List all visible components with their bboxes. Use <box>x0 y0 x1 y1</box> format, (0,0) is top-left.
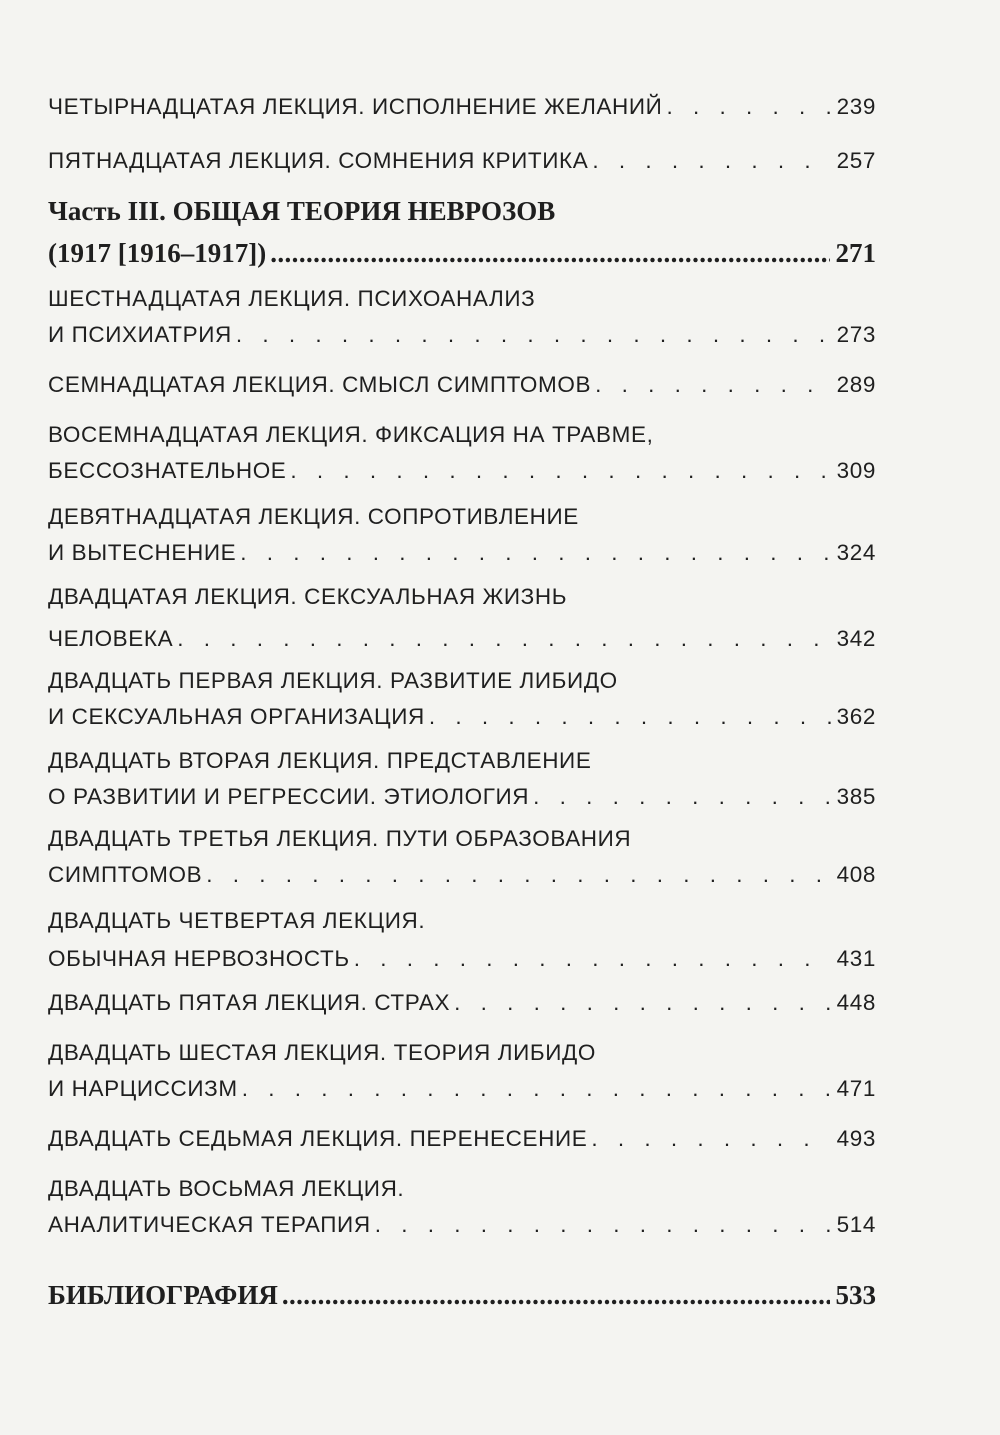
toc-entry-title: ЧЕТЫРНАДЦАТАЯ ЛЕКЦИЯ. ИСПОЛНЕНИЕ ЖЕЛАНИЙ <box>48 94 663 119</box>
toc-entry <box>48 1168 876 1246</box>
toc-entry-title-cont: И ПСИХИАТРИЯ <box>48 322 232 347</box>
leader-dots <box>290 450 830 492</box>
toc-entry <box>48 496 876 574</box>
leader-dots <box>454 982 831 1024</box>
toc-entry-title: ДВАДЦАТЬ ПЯТАЯ ЛЕКЦИЯ. СТРАХ <box>48 990 451 1015</box>
toc-page-number: 362 <box>836 704 876 729</box>
toc-entry <box>48 740 876 818</box>
leader-dots <box>533 776 831 818</box>
leader-dots <box>591 1118 830 1160</box>
toc-page-number: 408 <box>836 862 876 887</box>
toc-entry-title-cont: О РАЗВИТИИ И РЕГРЕССИИ. ЭТИОЛОГИЯ <box>48 784 530 809</box>
toc-entry <box>48 1118 876 1160</box>
leader-dots <box>595 364 831 406</box>
leader-dots <box>240 532 830 574</box>
leader-dots <box>206 854 830 896</box>
toc-entry-title: БИБЛИОГРАФИЯ <box>48 1280 278 1310</box>
toc-entry <box>48 818 876 896</box>
leader-dots <box>282 1274 830 1316</box>
toc-page-number: 289 <box>836 372 876 397</box>
toc-page-number: 271 <box>835 238 876 268</box>
toc-entry-title: ДВАДЦАТЬ ВОСЬМАЯ ЛЕКЦИЯ. <box>48 1176 405 1201</box>
toc-entry <box>48 86 876 128</box>
toc-page-number: 309 <box>836 458 876 483</box>
toc-entry-title: ДВАДЦАТЬ ТРЕТЬЯ ЛЕКЦИЯ. ПУТИ ОБРАЗОВАНИЯ <box>48 826 632 851</box>
toc-page-number: 448 <box>836 990 876 1015</box>
toc-page-number: 493 <box>836 1126 876 1151</box>
toc-entry <box>48 1032 876 1110</box>
toc-entry-title: ДВАДЦАТЬ СЕДЬМАЯ ЛЕКЦИЯ. ПЕРЕНЕСЕНИЕ <box>48 1126 588 1151</box>
toc-page-number: 273 <box>836 322 876 347</box>
toc-entry-title-cont: (1917 [1916–1917]) <box>48 238 267 268</box>
table-of-contents <box>48 80 876 1316</box>
toc-page-number: 514 <box>836 1212 876 1237</box>
toc-entry-title: ДВАДЦАТЬ ВТОРАЯ ЛЕКЦИЯ. ПРЕДСТАВЛЕНИЕ <box>48 748 592 773</box>
toc-part-heading <box>48 190 876 274</box>
toc-entry <box>48 576 876 660</box>
toc-entry-title: Часть III. ОБЩАЯ ТЕОРИЯ НЕВРОЗОВ <box>48 196 556 226</box>
toc-entry <box>48 140 876 182</box>
toc-page-number: 385 <box>836 784 876 809</box>
toc-entry-title-cont: АНАЛИТИЧЕСКАЯ ТЕРАПИЯ <box>48 1212 371 1237</box>
toc-page-number: 431 <box>836 946 876 971</box>
toc-entry <box>48 982 876 1024</box>
toc-page-number: 239 <box>836 94 876 119</box>
toc-entry <box>48 414 876 492</box>
toc-entry <box>48 660 876 738</box>
toc-entry-title: ДВАДЦАТЬ ЧЕТВЕРТАЯ ЛЕКЦИЯ. <box>48 908 426 933</box>
toc-page-number: 257 <box>836 148 876 173</box>
toc-bibliography-heading <box>48 1274 876 1316</box>
toc-page-number: 342 <box>836 626 876 651</box>
leader-dots <box>242 1068 831 1110</box>
toc-page-number: 533 <box>835 1280 876 1310</box>
toc-entry-title: ДВАДЦАТЬ ШЕСТАЯ ЛЕКЦИЯ. ТЕОРИЯ ЛИБИДО <box>48 1040 596 1065</box>
leader-dots <box>354 938 831 980</box>
toc-entry <box>48 278 876 356</box>
toc-entry-title-cont: И НАРЦИССИЗМ <box>48 1076 238 1101</box>
toc-page-number: 471 <box>836 1076 876 1101</box>
toc-entry-title-cont: И ВЫТЕСНЕНИЕ <box>48 540 237 565</box>
toc-page-number: 324 <box>836 540 876 565</box>
toc-entry-title: ДВАДЦАТАЯ ЛЕКЦИЯ. СЕКСУАЛЬНАЯ ЖИЗНЬ <box>48 584 568 609</box>
leader-dots <box>429 696 831 738</box>
toc-entry <box>48 900 876 980</box>
leader-dots <box>270 232 829 274</box>
leader-dots <box>592 140 830 182</box>
toc-entry-title-cont: БЕССОЗНАТЕЛЬНОЕ <box>48 458 287 483</box>
toc-entry-title: ДЕВЯТНАДЦАТАЯ ЛЕКЦИЯ. СОПРОТИВЛЕНИЕ <box>48 504 579 529</box>
toc-entry-title: СЕМНАДЦАТАЯ ЛЕКЦИЯ. СМЫСЛ СИМПТОМОВ <box>48 372 592 397</box>
toc-entry-title: ПЯТНАДЦАТАЯ ЛЕКЦИЯ. СОМНЕНИЯ КРИТИКА <box>48 148 589 173</box>
toc-entry-title-cont: ЧЕЛОВЕКА <box>48 626 174 651</box>
leader-dots <box>375 1204 831 1246</box>
toc-entry-title: ДВАДЦАТЬ ПЕРВАЯ ЛЕКЦИЯ. РАЗВИТИЕ ЛИБИДО <box>48 668 618 693</box>
leader-dots <box>236 314 831 356</box>
leader-dots <box>666 86 830 128</box>
toc-entry-title-cont: СИМПТОМОВ <box>48 862 203 887</box>
toc-entry-title: ШЕСТНАДЦАТАЯ ЛЕКЦИЯ. ПСИХОАНАЛИЗ <box>48 286 536 311</box>
toc-entry-title: ВОСЕМНАДЦАТАЯ ЛЕКЦИЯ. ФИКСАЦИЯ НА ТРАВМЕ, <box>48 422 654 447</box>
toc-entry-title-cont: И СЕКСУАЛЬНАЯ ОРГАНИЗАЦИЯ <box>48 704 425 729</box>
toc-entry <box>48 364 876 406</box>
toc-entry-title-cont: ОБЫЧНАЯ НЕРВОЗНОСТЬ <box>48 946 350 971</box>
leader-dots <box>177 618 830 660</box>
